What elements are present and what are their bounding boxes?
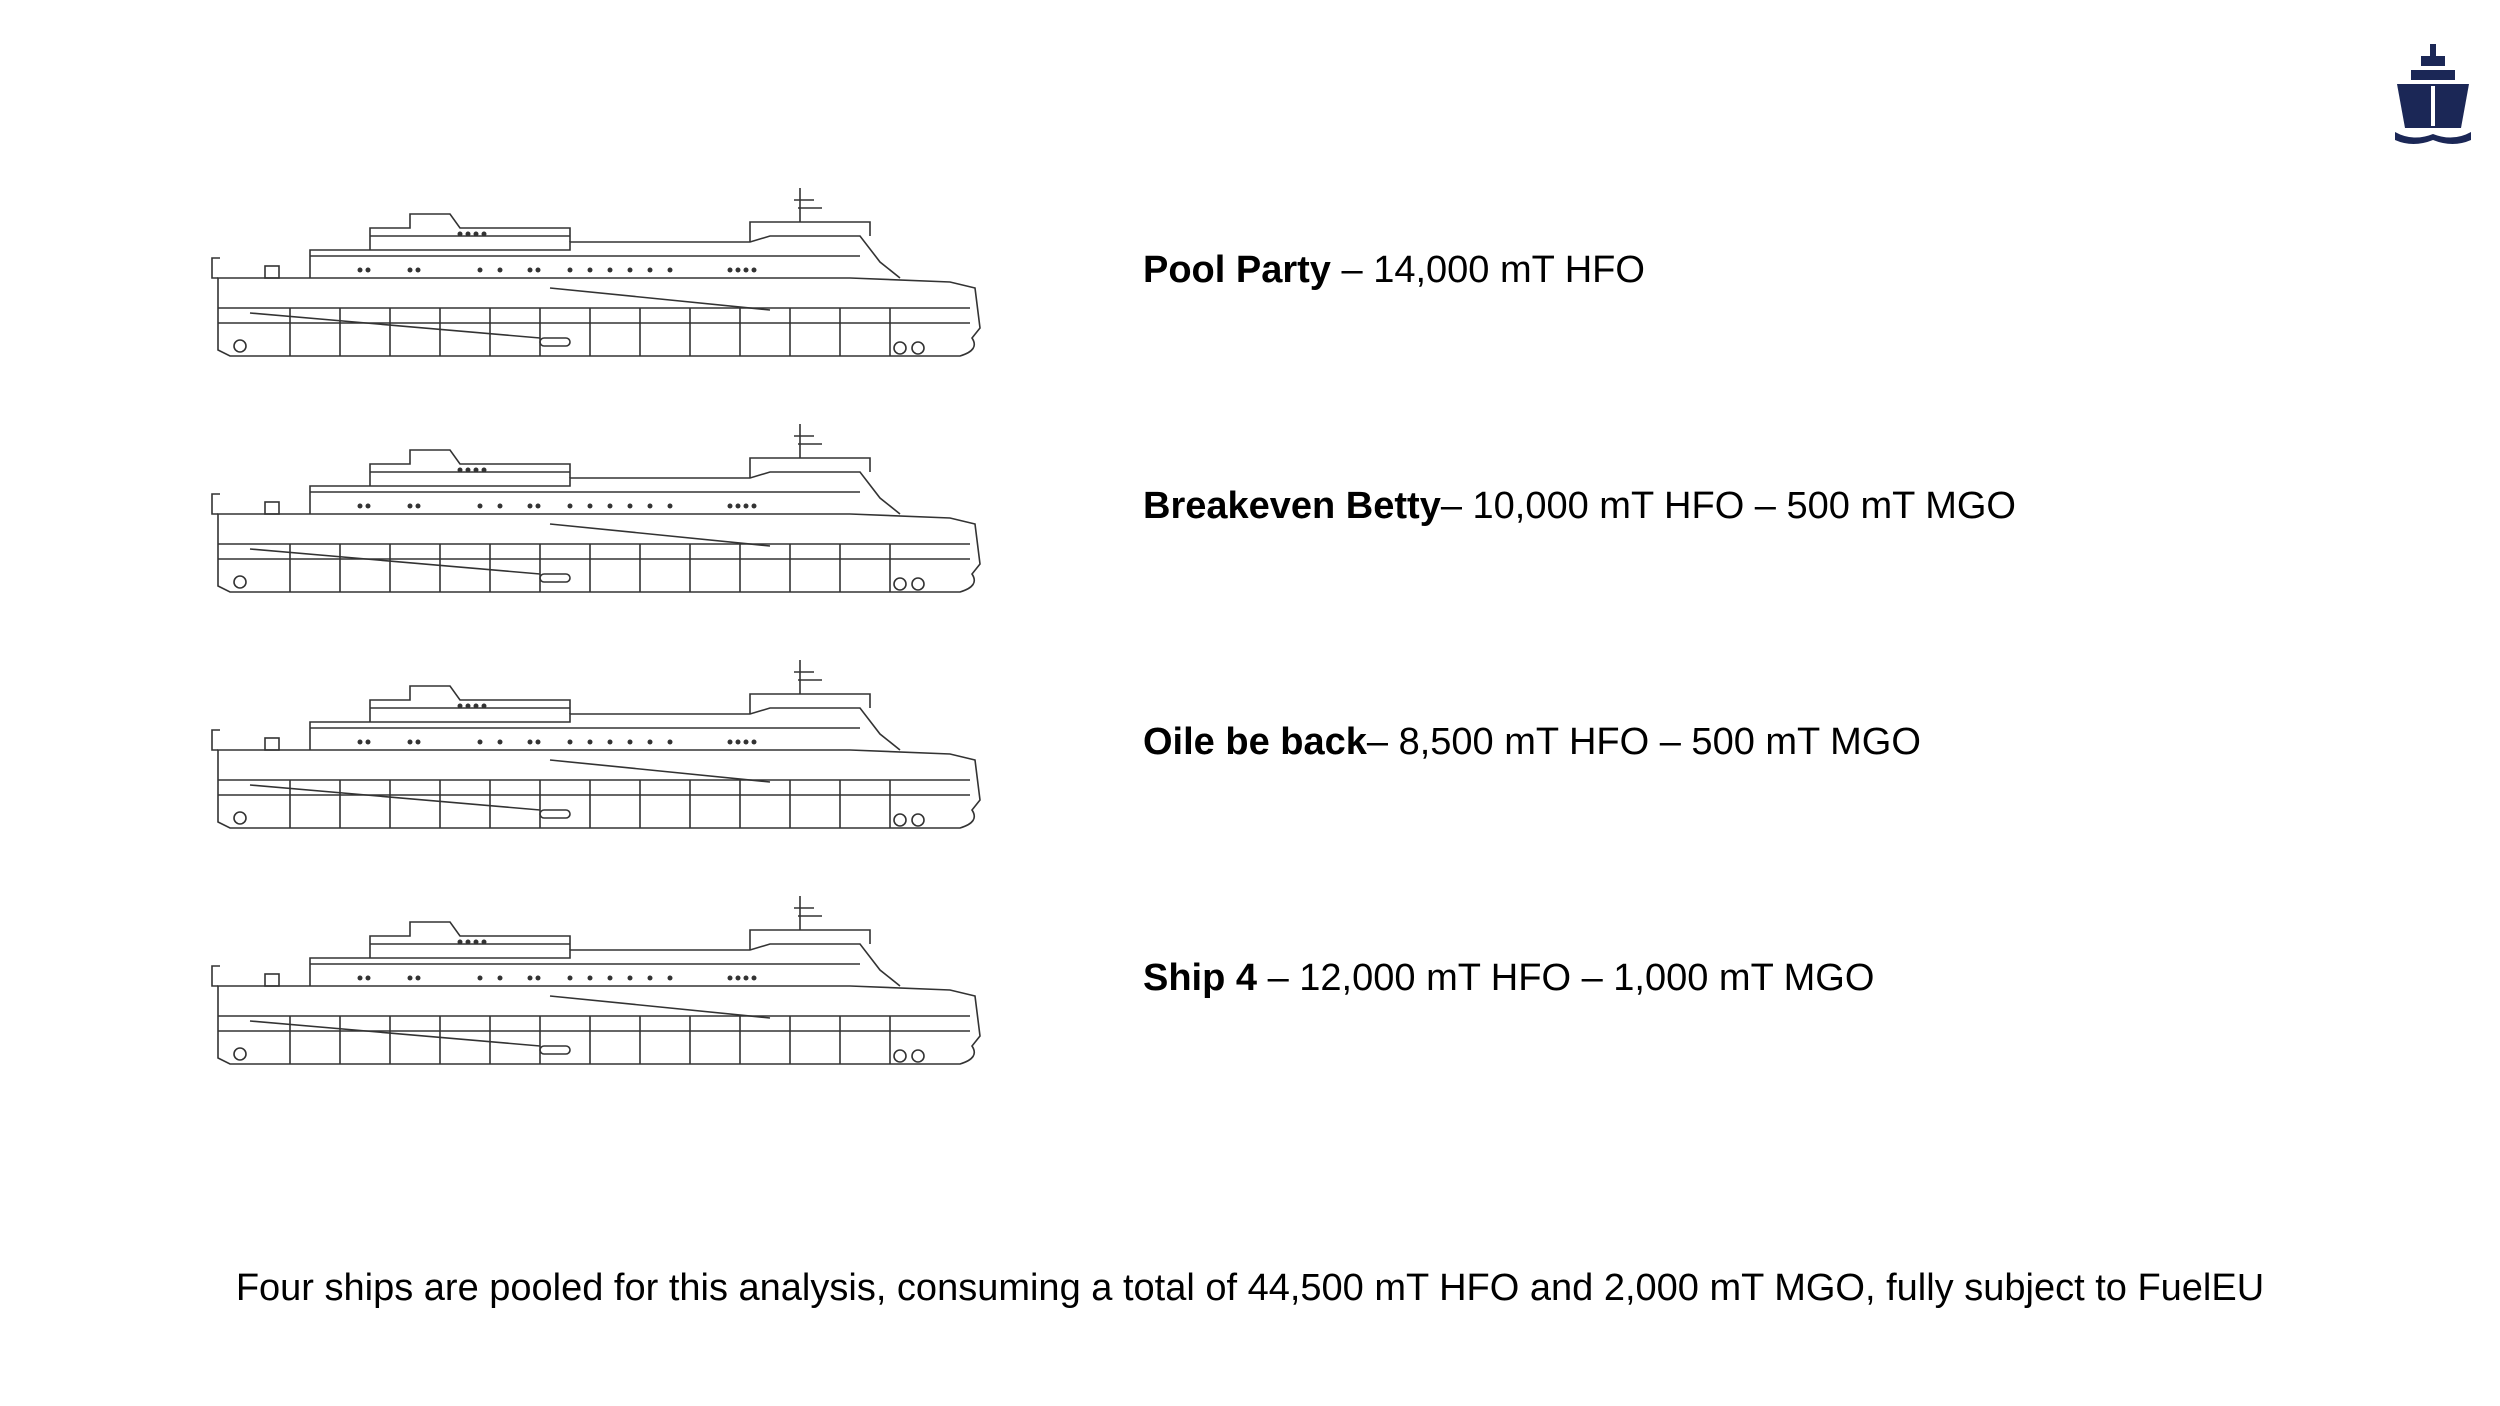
ship-label <box>1143 956 1874 1000</box>
ship-fuel-detail: – 12,000 mT HFO – 1,000 mT MGO <box>1257 957 1875 999</box>
ship-row-1 <box>0 178 2500 378</box>
ship-drawing <box>210 178 990 368</box>
ship-drawing <box>210 886 990 1076</box>
ship-name: Oile be back <box>1143 721 1367 763</box>
ship-fuel-detail: – 14,000 mT HFO <box>1330 249 1645 291</box>
ship-label <box>1143 248 1645 292</box>
ship-row-2 <box>0 414 2500 614</box>
ship-logo-icon <box>2393 44 2473 148</box>
ship-drawing <box>210 650 990 840</box>
ship-fuel-detail: – 10,000 mT HFO – 500 mT MGO <box>1440 485 2016 527</box>
ship-name: Pool Party <box>1143 249 1331 291</box>
ship-label <box>1143 720 1921 764</box>
ship-name: Ship 4 <box>1143 957 1258 999</box>
ship-fuel-detail: – 8,500 mT HFO – 500 mT MGO <box>1366 721 1921 763</box>
summary-text: Four ships are pooled for this analysis, consuming a total of 44,500 mT HFO and 2,000 mT MGO, fully subject to FuelEU <box>235 1267 2265 1309</box>
ship-label <box>1143 484 2016 528</box>
ship-row-4 <box>0 886 2500 1086</box>
ship-row-3 <box>0 650 2500 850</box>
ship-name: Breakeven Betty <box>1143 485 1441 527</box>
ship-drawing <box>210 414 990 604</box>
